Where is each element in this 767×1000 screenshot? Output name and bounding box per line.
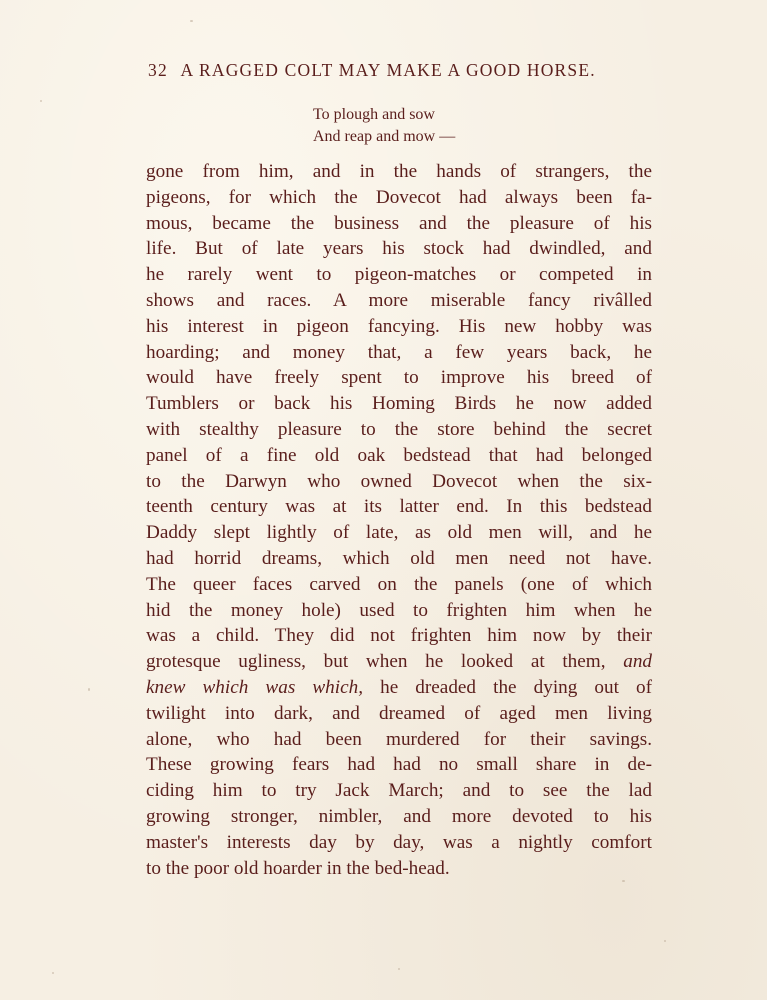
text-line: life. But of late years his stock had dwindled, and	[146, 238, 652, 260]
text-line: twilight into dark, and dreamed of aged men living	[146, 702, 652, 724]
text-line: shows and races. A more miserable fancy rivâlled	[146, 289, 652, 311]
text-line: had horrid dreams, which old men need not have.	[146, 547, 652, 569]
verse-epigraph	[313, 104, 455, 148]
text-line: growing stronger, nimbler, and more devoted to his	[146, 805, 652, 827]
text-line: hid the money hole) used to frighten him when he	[146, 599, 652, 621]
text-line: pigeons, for which the Dovecot had always been fa-	[146, 186, 652, 208]
running-title: A RAGGED COLT MAY MAKE A GOOD HORSE.	[180, 60, 596, 80]
text-line: hoarding; and money that, a few years back, he	[146, 341, 652, 363]
text-line: to the poor old hoarder in the bed-head.	[146, 857, 450, 879]
text-line: The queer faces carved on the panels (one of which	[146, 573, 652, 595]
text-line: his interest in pigeon fancying. His new hobby was	[146, 315, 652, 337]
text-line: gone from him, and in the hands of strangers, the	[146, 161, 652, 182]
text-line: These growing fears had had no small share in de-	[146, 754, 652, 776]
paper-speck	[52, 972, 54, 974]
paper-speck	[664, 940, 666, 942]
text-line: alone, who had been murdered for their savings.	[146, 728, 652, 750]
body-paragraph	[146, 159, 652, 881]
text-line: with stealthy pleasure to the store behind the secret	[146, 418, 652, 440]
page-number: 32	[148, 60, 168, 80]
paper-speck	[622, 880, 625, 882]
running-header	[148, 60, 638, 81]
text-line: panel of a fine old oak bedstead that had belonged	[146, 444, 652, 466]
text-line: was a child. They did not frighten him now by their	[146, 625, 652, 647]
text-line: Daddy slept lightly of late, as old men will, and he	[146, 522, 652, 544]
text-line: teenth century was at its latter end. In this bedstead	[146, 496, 652, 518]
paper-speck	[40, 100, 42, 102]
text-line: mous, became the business and the pleasure of his	[146, 212, 652, 234]
paper-speck	[88, 688, 90, 691]
text-line	[146, 649, 652, 675]
text-line: would have freely spent to improve his breed of	[146, 367, 652, 389]
text-line: master's interests day by day, was a nightly comfort	[146, 831, 652, 853]
text-line: he rarely went to pigeon-matches or competed in	[146, 264, 652, 286]
text-line: ciding him to try Jack March; and to see the lad	[146, 780, 652, 802]
paper-speck	[190, 20, 193, 22]
italic-text: and	[623, 651, 652, 673]
text-line: to the Darwyn who owned Dovecot when the six-	[146, 470, 652, 492]
text-segment: grotesque ugliness, but when he looked at them,	[146, 651, 606, 673]
italic-text: knew which was which,	[146, 676, 364, 698]
verse-line: And reap and mow —	[313, 128, 456, 145]
text-line: Tumblers or back his Homing Birds he now added	[146, 393, 652, 415]
verse-line: To plough and sow	[313, 106, 435, 123]
text-line	[146, 675, 652, 701]
paper-speck	[398, 968, 400, 970]
text-segment: he dreaded the dying out of	[380, 676, 653, 698]
